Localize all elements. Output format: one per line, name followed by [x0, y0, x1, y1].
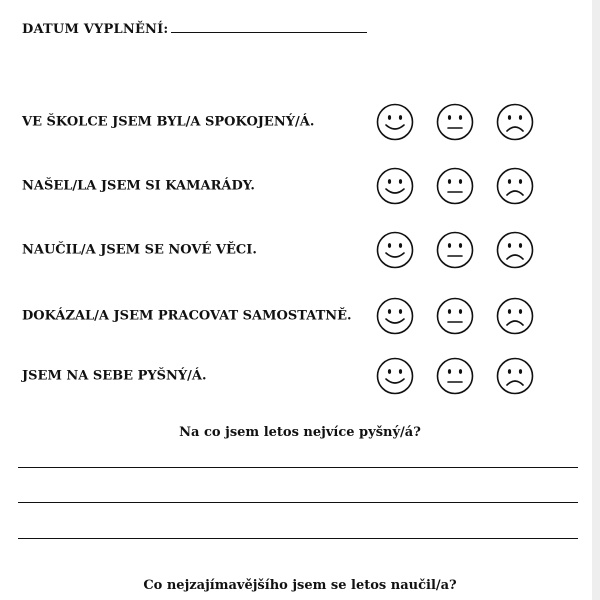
sad-face-icon[interactable]	[495, 166, 535, 206]
neutral-face-icon[interactable]	[435, 230, 475, 270]
answer-line[interactable]	[18, 467, 578, 468]
open-question-heading: Na co jsem letos nejvíce pyšný/á?	[179, 425, 421, 440]
neutral-face-icon[interactable]	[435, 356, 475, 396]
happy-face-icon[interactable]	[375, 166, 415, 206]
rating-row	[22, 166, 542, 206]
rating-row	[22, 102, 542, 142]
neutral-face-icon[interactable]	[435, 102, 475, 142]
page-edge	[592, 0, 600, 600]
sad-face-icon[interactable]	[495, 230, 535, 270]
answer-line[interactable]	[18, 538, 578, 539]
happy-face-icon[interactable]	[375, 102, 415, 142]
sad-face-icon[interactable]	[495, 356, 535, 396]
happy-face-icon[interactable]	[375, 356, 415, 396]
question-text: JSEM NA SEBE PYŠNÝ/Á.	[22, 368, 207, 384]
date-field	[22, 20, 367, 37]
date-label: DATUM VYPLNĚNÍ:	[22, 22, 169, 37]
answer-line[interactable]	[18, 502, 578, 503]
question-text: NAUČIL/A JSEM SE NOVÉ VĚCI.	[22, 242, 257, 258]
neutral-face-icon[interactable]	[435, 166, 475, 206]
question-text: DOKÁZAL/A JSEM PRACOVAT SAMOSTATNĚ.	[22, 308, 352, 324]
rating-row	[22, 296, 542, 336]
neutral-face-icon[interactable]	[435, 296, 475, 336]
happy-face-icon[interactable]	[375, 230, 415, 270]
sad-face-icon[interactable]	[495, 296, 535, 336]
happy-face-icon[interactable]	[375, 296, 415, 336]
rating-row	[22, 230, 542, 270]
sad-face-icon[interactable]	[495, 102, 535, 142]
open-question-heading: Co nejzajímavějšího jsem se letos naučil/a?	[143, 578, 457, 593]
date-blank-line[interactable]	[171, 20, 367, 33]
question-text: NAŠEL/LA JSEM SI KAMARÁDY.	[22, 178, 255, 194]
question-text: VE ŠKOLCE JSEM BYL/A SPOKOJENÝ/Á.	[22, 114, 315, 130]
rating-row	[22, 356, 542, 396]
